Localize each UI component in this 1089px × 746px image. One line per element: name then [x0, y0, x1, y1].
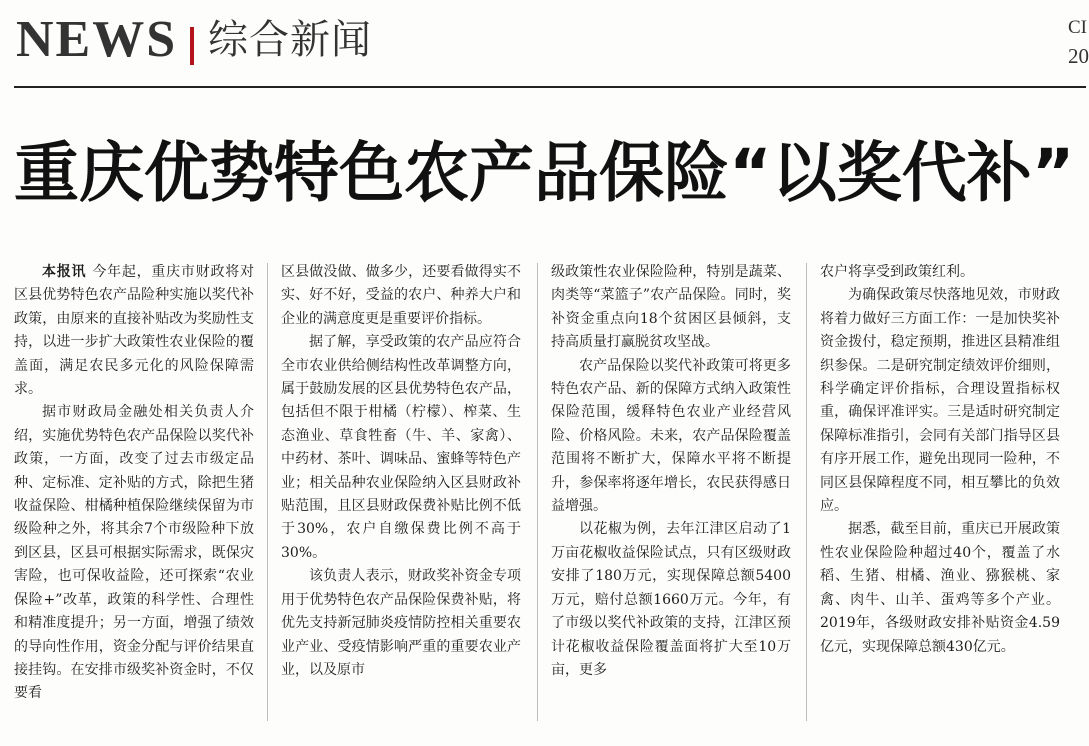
article-column-2	[281, 261, 521, 731]
cropped-edge-text-bottom: 20	[1068, 44, 1089, 68]
paragraph: 据悉，截至目前，重庆已开展政策性农业保险险种超过40个，覆盖了水稻、生猪、柑橘、渔业、猕猴桃、家禽、肉牛、山羊、蛋鸡等多个产业。2019年，各级财政安排补贴资金4.59亿元，实现保障总额430亿元。	[820, 521, 1060, 655]
paragraph: 农产品保险以奖代补政策可将更多特色农产品、新的保障方式纳入政策性保险范围，缓释特色农业产业经营风险、价格风险。未来，农产品保险覆盖范围将不断扩大，保障水平将不断提升，参保率将逐年增长，农民获得感日益增强。	[551, 357, 791, 515]
paragraph-text: 今年起，重庆市财政将对区县优势特色农产品险种实施以奖代补政策，由原来的直接补贴改为奖励性支持，以进一步扩大政策性农业保险的覆盖面，满足农民多元化的风险保障需求。	[14, 264, 255, 398]
column-divider	[806, 263, 807, 721]
cropped-edge-text-top: CI	[1068, 17, 1087, 38]
column-divider	[537, 263, 538, 721]
paragraph: 据市财政局金融处相关负责人介绍，实施优势特色农产品保险以奖代补政策，一方面，改变了过去市级定品种、定标准、定补贴的方式，除把生猪收益保险、柑橘种植保险继续保留为市级险种之外，将其余7个市级险种下放到区县，区县可根据实际需求，既保灾害险，也可保收益险，还可探索“农业保险+”改革，政策的科学性、合理性和精准度提升；另一方面，增强了绩效的导向性作用，资金分配与评价结果直接挂钩。在安排市级奖补资金时，不仅要看	[14, 404, 254, 702]
section-title: 综合新闻	[208, 17, 372, 63]
paragraph: 农户将享受到政策红利。	[820, 264, 974, 280]
article-column-3	[551, 261, 791, 731]
section-divider-bar	[190, 27, 194, 65]
byline: 本报讯	[42, 264, 87, 280]
paragraph	[14, 261, 254, 401]
paragraph: 据了解，享受政策的农产品应符合全市农业供给侧结构性改革调整方向，属于鼓励发展的区县优势特色农产品，包括但不限于柑橘（柠檬）、榨菜、生态渔业、草食牲畜（牛、羊、家禽）、中药材、茶叶、调味品、蜜蜂等特色产业；相关品种农业保险纳入区县财政补贴范围，且区县财政保费补贴比例不低于30%，农户自缴保费比例不高于30%。	[281, 334, 521, 561]
paragraph: 区县做没做、做多少，还要看做得实不实、好不好，受益的农户、种养大户和企业的满意度更是重要评价指标。	[281, 264, 521, 327]
column-divider	[267, 263, 268, 721]
article-headline: 重庆优势特色农产品保险“以奖代补”	[14, 136, 1075, 211]
section-news-label: NEWS	[16, 11, 178, 68]
masthead-rule	[14, 86, 1086, 88]
masthead	[0, 0, 1089, 88]
article-column-1	[14, 261, 254, 731]
paragraph: 级政策性农业保险险种，特别是蔬菜、肉类等“菜篮子”农产品保险。同时，奖补资金重点向18个贫困区县倾斜，支持高质量打赢脱贫攻坚战。	[551, 264, 791, 351]
paragraph: 以花椒为例，去年江津区启动了1万亩花椒收益保险试点，只有区级财政安排了180万元，实现保障总额5400万元，赔付总额1660万元。今年，有了市级以奖代补政策的支持，江津区预计花椒收益保险覆盖面将扩大至10万亩，更多	[551, 521, 791, 678]
paragraph: 为确保政策尽快落地见效，市财政将着力做好三方面工作：一是加快奖补资金拨付，稳定预期，推进区县精准组织参保。二是研究制定绩效评价细则，科学确定评价指标，合理设置指标权重，确保评准评实。三是适时研究制定保障标准指引，会同有关部门指导区县有序开展工作，避免出现同一险种，不同区县保障程度不同，相互攀比的负效应。	[820, 287, 1060, 515]
article-column-4	[820, 261, 1060, 731]
paragraph: 该负责人表示，财政奖补资金专项用于优势特色农产品保险保费补贴，将优先支持新冠肺炎疫情防控相关重要农业产业、受疫情影响严重的重要农业产业，以及原市	[281, 568, 521, 678]
